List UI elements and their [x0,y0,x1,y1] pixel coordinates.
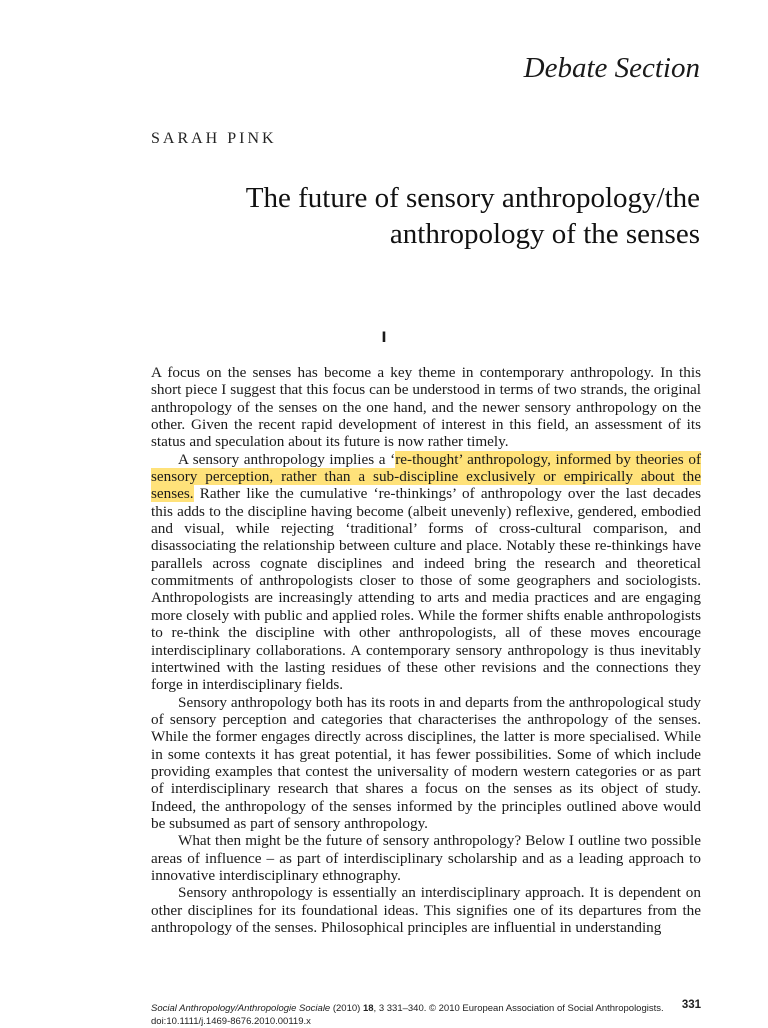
citation-year: (2010) [332,1003,361,1014]
page-number: 331 [681,999,701,1011]
journal-name: Social Anthropology/Anthropologie Sociale [151,1003,331,1014]
citation-issue: , 3 331–340. © 2010 European Association of Social Anthropologists. [373,1003,664,1014]
doi: doi:10.1111/j.1469-8676.2010.00119.x [151,1016,311,1027]
highlighted-passage[interactable]: re-thought’ anthropology, informed by theories of sensory perception, rather than a sub-discipline exclusively or empirically about the senses. [151,450,701,503]
page-footer [151,999,701,1028]
citation-line [151,1002,701,1015]
paragraph-3: Sensory anthropology both has its roots in and departs from the anthropological study of sensory perception and categories that characterises the anthropology of the senses. While the former engages directly across disciplines, the latter is more specialised. While in some contexts it has great potential, it has fewer possibilities. Some of which include providing examples that contest the universality of modern western categories or as part of interdisciplinary research that shares a focus on the senses as its object of study. Indeed, the anthropology of the senses informed by the principles outlined above would be subsumed as part of sensory anthropology. [151,693,701,832]
author-name: SARAH PINK [151,130,277,147]
paragraph-2-lead: A sensory anthropology implies a ‘ [178,450,396,468]
citation-volume: 18 [362,1003,374,1014]
paragraph-1: A focus on the senses has become a key theme in contemporary anthropology. In this short piece I suggest that this focus can be understood in terms of two strands, the original anthropology of the senses on the one hand, and the newer sensory anthropology on the other. Given the recent rapid development of interest in this field, an assessment of its status and speculation about its future is now rather timely. [151,364,701,451]
section-number: I [381,330,387,346]
section-label: Debate Section [523,52,700,84]
paragraph-4: What then might be the future of sensory anthropology? Below I outline two possible areas of influence – as part of interdisciplinary scholarship and as a leading approach to innovative interdisciplinary ethnography. [151,832,701,884]
article-body [151,364,701,936]
paragraph-2 [151,451,701,694]
article-title: The future of sensory anthropology/the anthropology of the senses [245,182,700,250]
paragraph-2-rest: Rather like the cumulative ‘re-thinkings’ of anthropology over the last decades this adds to the discipline having become (albeit unevenly) reflexive, gendered, embodied and visual, while rejecting ‘traditional’ forms of cross-cultural comparison, and disassociating the relationship between culture and place. Notably these re-thinkings have parallels across cognate disciplines and indeed bring the research and theoretical commitments of anthropologists closer to those of some geographers and sociologists. Anthropologists are increasingly attending to arts and media practices and are engaging more closely with public and applied roles. While the former shifts enable anthropologists to re-think the discipline with other anthropologists, all of these moves encourage interdisciplinary collaborations. A contemporary sensory anthropology is thus inevitably intertwined with the lasting residues of these other revisions and the connections they forge in interdisciplinary fields. [151,485,701,694]
paragraph-5: Sensory anthropology is essentially an interdisciplinary approach. It is dependent on other disciplines for its foundational ideas. This signifies one of its departures from the anthropology of the senses. Philosophical principles are influential in understanding [151,884,701,936]
